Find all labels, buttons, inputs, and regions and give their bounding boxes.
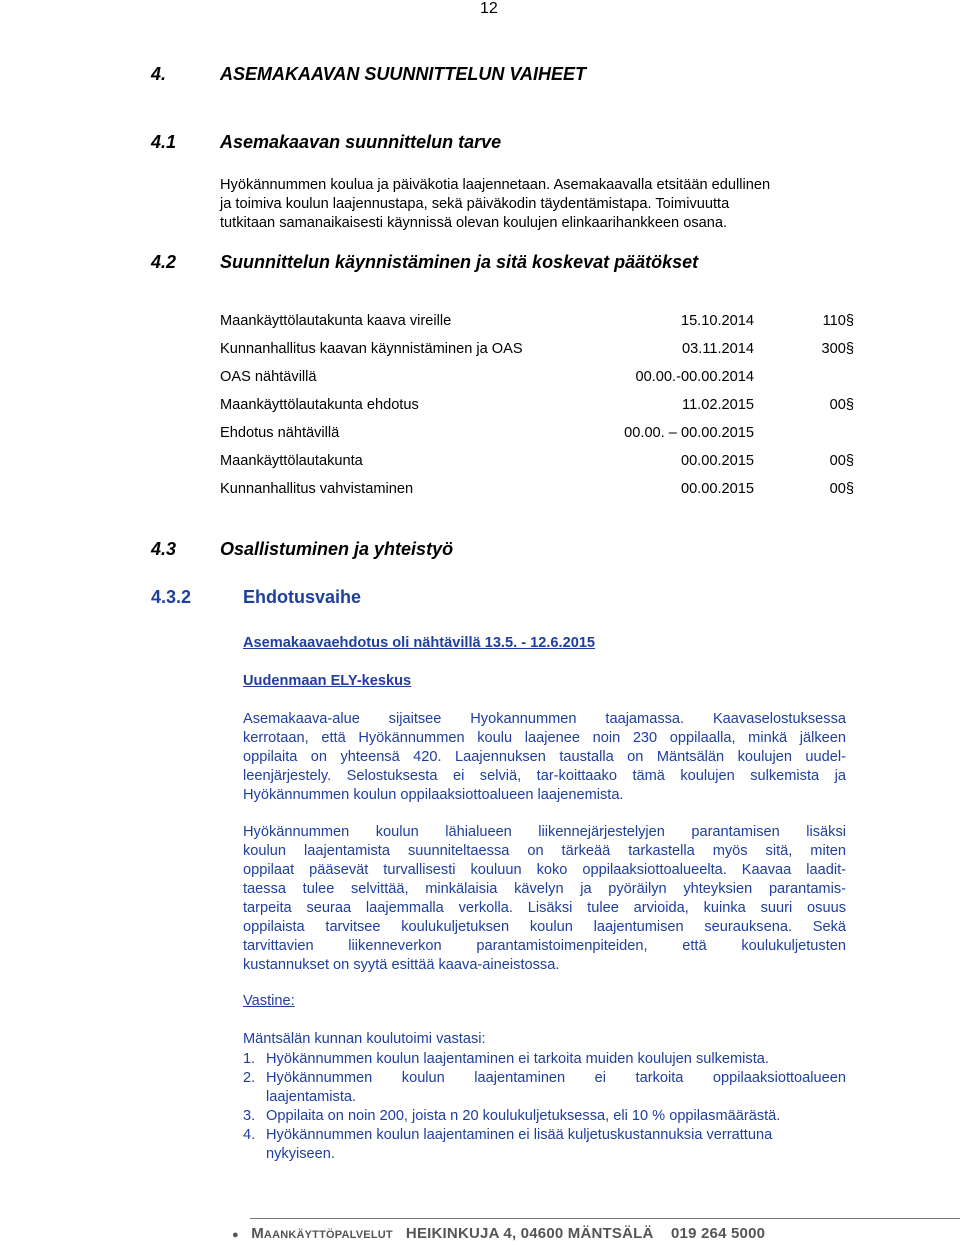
decision-date: 15.10.2014 bbox=[680, 313, 754, 329]
footer bbox=[232, 1225, 765, 1242]
footer-phone: 019 264 5000 bbox=[671, 1225, 766, 1242]
list-number: 2. bbox=[243, 1070, 256, 1086]
section-41-paragraph bbox=[220, 176, 770, 233]
list-text bbox=[266, 1107, 846, 1126]
decision-label: OAS nähtävillä bbox=[220, 369, 317, 385]
decision-section-number: 300§ bbox=[821, 341, 854, 357]
section-4-number: 4. bbox=[151, 64, 167, 84]
decision-section-number: 110§ bbox=[822, 313, 854, 329]
section-42-title: Suunnittelun käynnistäminen ja sitä koskevat päätökset bbox=[220, 252, 699, 272]
decision-label: Kunnanhallitus vahvistaminen bbox=[220, 481, 414, 497]
decision-date: 00.00. – 00.00.2015 bbox=[624, 425, 754, 441]
section-41-heading bbox=[0, 132, 960, 154]
subheading-ely-keskus: Uudenmaan ELY-keskus bbox=[243, 673, 412, 689]
section-432-title: Ehdotusvaihe bbox=[243, 587, 362, 607]
section-42-heading bbox=[0, 252, 960, 274]
footer-org: Maankäyttöpalvelut bbox=[251, 1225, 393, 1242]
section-42-number: 4.2 bbox=[151, 252, 177, 272]
paragraph-line: Hyökännummen koulua ja päiväkotia laajennetaan. Asemakaavalla etsitään edullinen bbox=[220, 177, 771, 193]
section-41-title: Asemakaavan suunnittelun tarve bbox=[220, 132, 502, 152]
paragraph-line: kustannukset on syytä esittää kaava-aineistossa. bbox=[243, 957, 560, 973]
paragraph-line: oppilaista tarvitsee koulukuljetuksen koulun laajentumisen seurauksena. Sekä bbox=[243, 919, 846, 935]
decision-date: 00.00.2015 bbox=[680, 453, 754, 469]
list-number: 3. bbox=[243, 1108, 256, 1124]
list-line: Hyökännummen koulun laajentaminen ei lisää kuljetuskustannuksia verrattuna bbox=[266, 1127, 773, 1143]
section-4-heading bbox=[0, 64, 960, 86]
list-number: 1. bbox=[243, 1051, 256, 1067]
list-text bbox=[266, 1126, 846, 1164]
decision-row bbox=[220, 481, 860, 501]
decision-row bbox=[220, 341, 860, 361]
vastine-intro: Mäntsälän kunnan koulutoimi vastasi: bbox=[243, 1031, 486, 1047]
decision-row bbox=[220, 425, 860, 445]
list-line: nykyiseen. bbox=[266, 1146, 335, 1162]
section-4-title: ASEMAKAAVAN SUUNNITTELUN VAIHEET bbox=[220, 64, 587, 84]
subheading-nahtavilla: Asemakaavaehdotus oli nähtävillä 13.5. - 12.6.2015 bbox=[243, 635, 596, 651]
list-number: 4. bbox=[243, 1127, 256, 1143]
paragraph-line: tarpeita seuraa laajemmalla verkolla. Lisäksi tulee arvioida, kuinka suuri osuus bbox=[243, 900, 846, 916]
paragraph-line: koulun laajentamista suunniteltaessa on tärkeää tarkastella myös sitä, miten bbox=[243, 843, 846, 859]
paragraph-line: oppilaat pääsevät turvallisesti kouluun koko oppilaaksiottoalueelta. Kaavaa laadit- bbox=[243, 862, 846, 878]
paragraph-line: oppilaita on yhteensä 420. Laajennuksen taustalla on Mäntsälän koulujen uudel- bbox=[243, 749, 846, 765]
decision-date: 03.11.2014 bbox=[682, 341, 754, 357]
ely-paragraph-2 bbox=[243, 823, 846, 975]
list-text bbox=[266, 1050, 846, 1069]
section-432-number: 4.3.2 bbox=[151, 587, 192, 607]
footer-bullet: ● bbox=[232, 1229, 239, 1241]
section-41-number: 4.1 bbox=[151, 132, 177, 152]
decision-section-number: 00§ bbox=[829, 397, 854, 413]
decision-row bbox=[220, 453, 860, 473]
list-line: laajentamista. bbox=[266, 1089, 357, 1105]
decision-label: Kunnanhallitus kaavan käynnistäminen ja OAS bbox=[220, 341, 523, 357]
paragraph-line: tutkitaan samanaikaisesti käynnissä olevan koulujen elinkaarihankkeen osana. bbox=[220, 215, 728, 231]
decision-label: Maankäyttölautakunta ehdotus bbox=[220, 397, 419, 413]
decision-row bbox=[220, 313, 860, 333]
list-line: Hyökännummen koulun laajentaminen ei tarkoita muiden koulujen sulkemista. bbox=[266, 1051, 769, 1067]
list-line: Hyökännummen koulun laajentaminen ei tarkoita oppilaaksiottoalueen bbox=[266, 1070, 846, 1086]
paragraph-line: leenjärjestely. Selostuksesta ei selviä, tar-koittaako tämä koulujen sulkemista ja bbox=[243, 768, 846, 784]
list-text bbox=[266, 1069, 846, 1107]
list-line: Oppilaita on noin 200, joista n 20 koulukuljetuksessa, eli 10 % oppilasmäärästä. bbox=[266, 1108, 781, 1124]
decision-label: Maankäyttölautakunta bbox=[220, 453, 363, 469]
paragraph-line: Hyökännummen koulun oppilaaksiottoalueen laajenemista. bbox=[243, 787, 624, 803]
footer-address: HEIKINKUJA 4, 04600 MÄNTSÄLÄ bbox=[405, 1225, 654, 1242]
paragraph-line: Asemakaava-alue sijaitsee Hyokannummen taajamassa. Kaavaselostuksessa bbox=[243, 711, 846, 727]
decision-row bbox=[220, 369, 860, 389]
section-43-heading bbox=[0, 539, 960, 561]
section-43-title: Osallistuminen ja yhteistyö bbox=[220, 539, 454, 559]
paragraph-line: taessa tulee selvittää, minkälaisia kävelyn ja pyöräilyn yhteyksien parantamis- bbox=[243, 881, 846, 897]
section-432-heading bbox=[0, 587, 960, 609]
decision-section-number: 00§ bbox=[829, 481, 854, 497]
decision-date: 00.00.2015 bbox=[680, 481, 754, 497]
decision-label: Ehdotus nähtävillä bbox=[220, 425, 340, 441]
vastine-label: Vastine: bbox=[243, 993, 295, 1009]
section-43-number: 4.3 bbox=[151, 539, 177, 559]
decision-label: Maankäyttölautakunta kaava vireille bbox=[220, 313, 452, 329]
paragraph-line: Hyökännummen koulun lähialueen liikennejärjestelyjen parantamisen lisäksi bbox=[243, 824, 846, 840]
decision-row bbox=[220, 397, 860, 417]
ely-paragraph-1 bbox=[243, 710, 846, 805]
decision-section-number: 00§ bbox=[829, 453, 854, 469]
decision-date: 11.02.2015 bbox=[682, 397, 754, 413]
decision-date: 00.00.-00.00.2014 bbox=[635, 369, 754, 385]
paragraph-line: ja toimiva koulun laajennustapa, sekä päiväkodin täydentämistapa. Toimivuutta bbox=[220, 196, 730, 212]
footer-divider bbox=[250, 1218, 960, 1219]
paragraph-line: kerrotaan, että Hyökännummen koulu laajenee noin 230 oppilaalla, minkä jälkeen bbox=[243, 730, 846, 746]
page-number: 12 bbox=[480, 0, 498, 17]
paragraph-line: tarvittavien liikenneverkon parantamistoimenpiteiden, että koulukuljetusten bbox=[243, 938, 846, 954]
